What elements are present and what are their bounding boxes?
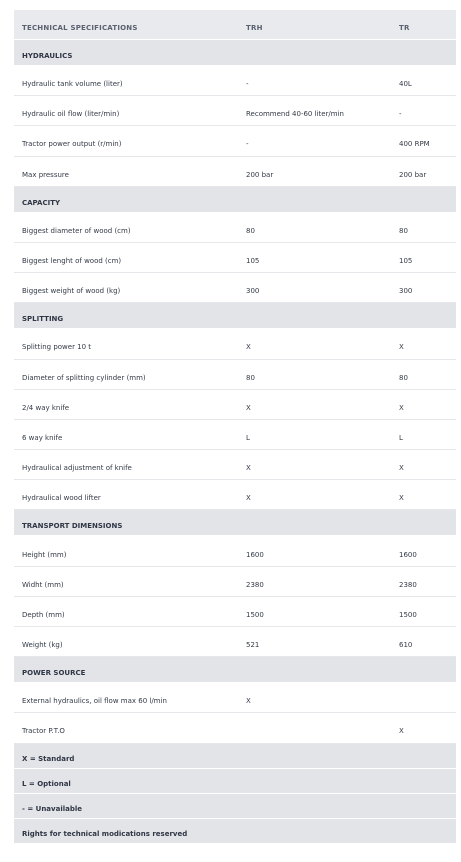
row-label: Hydraulical wood lifter	[22, 494, 101, 503]
table-row	[14, 360, 456, 390]
row-label: 2/4 way knife	[22, 403, 70, 412]
row-label: Hydraulical adjustment of knife	[22, 464, 132, 473]
row-label: Biggest diameter of wood (cm)	[22, 226, 131, 235]
section-power-source	[14, 657, 456, 683]
row-label: Splitting power 10 t	[22, 343, 92, 352]
row-label: Depth (mm)	[22, 610, 65, 619]
row-trh-value: X	[246, 464, 251, 473]
row-tr-value: 80	[399, 373, 408, 382]
row-tr-value: 200 bar	[399, 170, 427, 179]
legend-unavailable	[14, 794, 456, 819]
header-trh: TRH	[246, 24, 263, 32]
section-splitting	[14, 303, 456, 329]
legend-text: - = Unavailable	[22, 805, 83, 814]
table-row	[14, 390, 456, 420]
row-label: Biggest weight of wood (kg)	[22, 287, 121, 296]
row-tr-value: 1500	[399, 610, 417, 619]
section-title: POWER SOURCE	[22, 669, 86, 678]
row-label: Hydraulic oil flow (liter/min)	[22, 110, 120, 119]
table-row	[14, 126, 456, 156]
table-row	[14, 597, 456, 627]
row-tr-value: X	[399, 403, 404, 412]
row-label: Widht (mm)	[22, 580, 64, 589]
legend-rights	[14, 819, 456, 844]
spec-table	[14, 10, 456, 844]
table-row	[14, 420, 456, 450]
row-tr-value: 1600	[399, 550, 417, 559]
row-trh-value: -	[246, 140, 249, 149]
table-row	[14, 683, 456, 713]
row-tr-value: 400 RPM	[399, 140, 430, 149]
row-trh-value: X	[246, 343, 251, 352]
row-tr-value: X	[399, 494, 404, 503]
row-trh-value: 2380	[246, 580, 264, 589]
section-title: HYDRAULICS	[22, 52, 73, 60]
row-label: Weight (kg)	[22, 641, 63, 650]
row-trh-value: X	[246, 403, 251, 412]
row-trh-value: 80	[246, 373, 255, 382]
row-tr-value: 300	[399, 287, 413, 296]
row-tr-value: 40L	[399, 80, 412, 89]
header-tr: TR	[399, 24, 410, 32]
row-trh-value: 200 bar	[246, 170, 274, 179]
row-tr-value: L	[399, 433, 403, 442]
legend-standard	[14, 744, 456, 769]
row-trh-value: X	[246, 697, 251, 706]
table-row	[14, 273, 456, 303]
row-label: Height (mm)	[22, 550, 67, 559]
header-label: TECHNICAL SPECIFICATIONS	[22, 24, 138, 32]
table-row	[14, 329, 456, 359]
row-trh-value: L	[246, 433, 250, 442]
row-label: Diameter of splitting cylinder (mm)	[22, 373, 146, 382]
row-trh-value: 105	[246, 257, 260, 266]
table-row	[14, 66, 456, 96]
row-trh-value: Recommend 40-60 liter/min	[246, 110, 344, 119]
section-capacity	[14, 187, 456, 213]
legend-text: X = Standard	[22, 755, 75, 764]
legend-optional	[14, 769, 456, 794]
row-trh-value: 300	[246, 287, 260, 296]
table-header	[14, 10, 456, 40]
row-trh-value: 1600	[246, 550, 264, 559]
legend-text: L = Optional	[22, 780, 71, 789]
row-trh-value: 80	[246, 226, 255, 235]
row-tr-value: X	[399, 343, 404, 352]
legend-text: Rights for technical modications reserved	[22, 830, 188, 839]
row-tr-value: 610	[399, 641, 413, 650]
table-row	[14, 213, 456, 243]
row-trh-value: -	[246, 80, 249, 89]
section-transport-dimensions	[14, 510, 456, 536]
section-hydraulics	[14, 40, 456, 66]
table-row	[14, 96, 456, 126]
table-row	[14, 450, 456, 480]
table-row	[14, 157, 456, 187]
row-label: External hydraulics, oil flow max 60 l/min	[22, 697, 167, 706]
row-label: Tractor power output (r/min)	[22, 140, 122, 149]
table-row	[14, 480, 456, 510]
row-tr-value: 2380	[399, 580, 417, 589]
row-label: 6 way knife	[22, 433, 63, 442]
section-title: SPLITTING	[22, 315, 64, 324]
table-row	[14, 243, 456, 273]
row-label: Biggest lenght of wood (cm)	[22, 257, 122, 266]
row-tr-value: X	[399, 727, 404, 736]
section-title: CAPACITY	[22, 198, 61, 207]
row-tr-value: -	[399, 110, 402, 119]
row-trh-value: X	[246, 494, 251, 503]
row-label: Hydraulic tank volume (liter)	[22, 80, 123, 89]
row-trh-value: 1500	[246, 610, 264, 619]
row-tr-value: 105	[399, 257, 413, 266]
row-label: Tractor P.T.O	[22, 727, 65, 736]
table-row	[14, 713, 456, 743]
row-trh-value: 521	[246, 641, 260, 650]
section-title: TRANSPORT DIMENSIONS	[22, 522, 123, 531]
table-row	[14, 567, 456, 597]
table-row	[14, 536, 456, 566]
row-tr-value: X	[399, 464, 404, 473]
row-tr-value: 80	[399, 226, 408, 235]
table-row	[14, 627, 456, 657]
row-label: Max pressure	[22, 170, 69, 179]
